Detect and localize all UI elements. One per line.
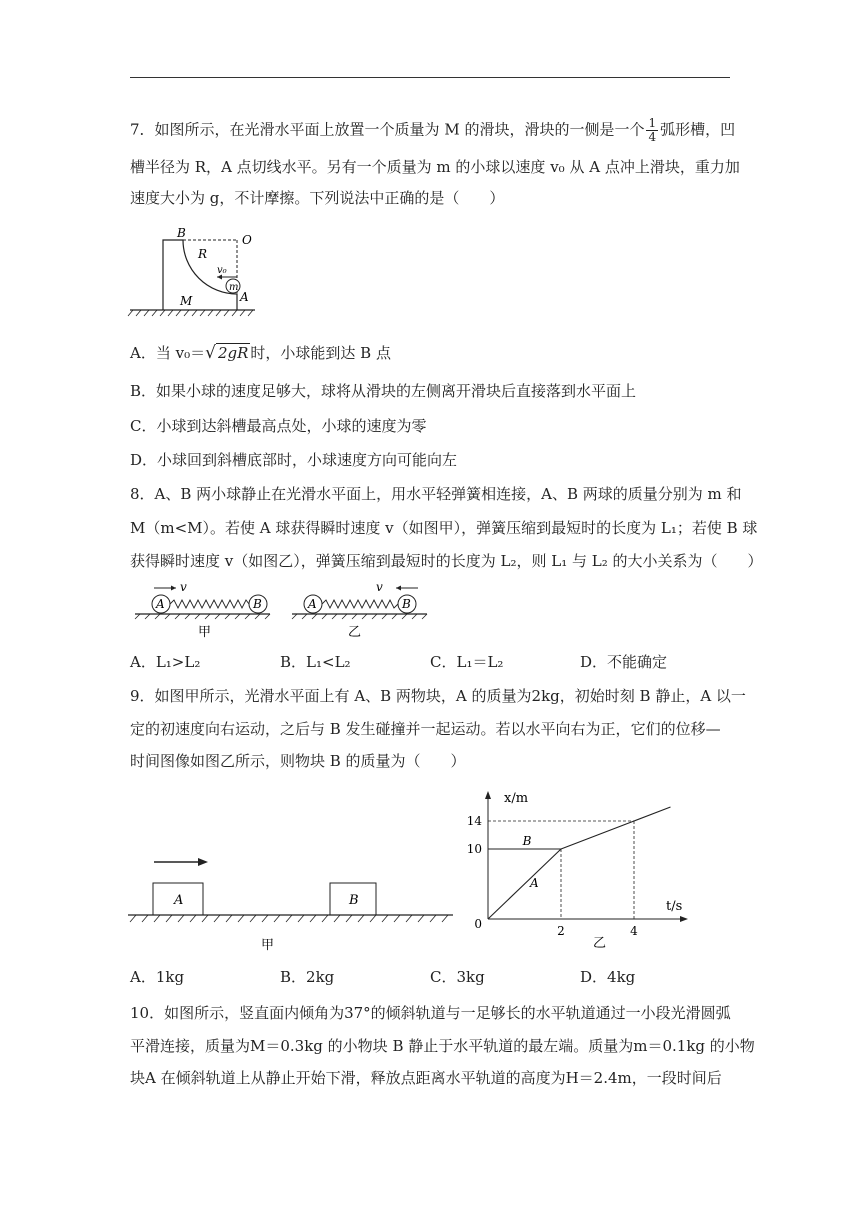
series-a-line [488,849,561,919]
q9-diagram-jia [128,850,458,960]
q7-option-b: B．如果小球的速度足够大，球将从滑块的左侧离开滑块后直接落到水平面上 [130,382,637,400]
chart-caption: 乙 [593,936,607,951]
svg-text:A: A [308,597,317,611]
q9-line-2: 定的初速度向右运动，之后与 B 发生碰撞并一起运动。若以水平向右为正，它们的位移— [130,720,721,738]
q8-option-c: C．L₁＝L₂ [430,653,504,671]
q8-diagram-jia [130,580,280,640]
q10-line-1: 10．如图所示，竖直面内倾角为37°的倾斜轨道与一足够长的水平轨道通过一小段光滑圆弧 [130,1004,731,1022]
svg-text:B: B [253,597,262,611]
q7-line-3: 速度大小为 g，不计摩擦。下列说法中正确的是（ ） [130,189,505,207]
x-axis-label: t/s [666,899,683,914]
origin-label: 0 [474,917,482,931]
svg-text:A: A [156,597,165,611]
x-tick-label-4: 4 [630,924,638,938]
svg-text:m: m [229,282,239,293]
q9-option-a: A．1kg [130,968,185,986]
q10-line-2: 平滑连接，质量为M＝0.3kg 的小物块 B 静止于水平轨道的最左端。质量为m＝0.1kg 的小物 [130,1037,755,1055]
q8-line-2: M（m<M）。若使 A 球获得瞬时速度 v（如图甲），弹簧压缩到最短时的长度为 L₁；若使 B 球 [130,519,758,537]
q9-option-b: B．2kg [280,968,335,986]
svg-text:O: O [242,233,252,247]
q8-option-d: D．不能确定 [580,653,668,671]
q7-diagram [125,225,265,320]
y-axis-label: x/m [504,791,529,806]
svg-text:B: B [177,226,186,240]
q7-option-c: C．小球到达斜槽最高点处，小球的速度为零 [130,417,427,435]
q9-option-c: C．3kg [430,968,485,986]
svg-text:R: R [198,247,208,261]
svg-text:甲: 甲 [198,625,212,640]
svg-text:M: M [180,294,193,308]
q10-line-3: 块A 在倾斜轨道上从静止开始下滑，释放点距离水平轨道的高度为H＝2.4m，一段时间后 [130,1069,722,1087]
header-rule [130,77,730,78]
x-tick-label-2: 2 [557,924,565,938]
q8-diagram-yi [290,580,440,640]
spring [322,600,398,608]
q9-line-3: 时间图像如图乙所示，则物块 B 的质量为（ ） [130,752,466,770]
q7-line-2: 槽半径为 R，A 点切线水平。另有一个质量为 m 的小球以速度 v₀ 从 A 点冲上滑块，重力加 [130,158,740,176]
q7-line-1: 7．如图所示，在光滑水平面上放置一个质量为 M 的滑块，滑块的一侧是一个 $\frac{1}{4}$ 弧形槽，凹 [130,116,736,144]
svg-text:B: B [349,893,359,908]
y-tick-label-10: 10 [466,842,482,856]
sqrt-expression: √ 2gR [205,343,249,363]
svg-text:v: v [180,580,187,594]
q8-option-a: A．L₁>L₂ [130,653,201,671]
spring [170,600,249,608]
q8-line-3: 获得瞬时速度 v（如图乙），弹簧压缩到最短时的长度为 L₂，则 L₁ 与 L₂ 的大小关系为（ ） [130,552,763,570]
q8-line-1: 8．A、B 两小球静止在光滑水平面上，用水平轻弹簧相连接，A、B 两球的质量分别为 m 和 [130,485,742,503]
q7-option-a: A．当 v₀＝√ 2gR 时，小球能到达 B 点 [130,343,391,363]
svg-text:B: B [402,597,411,611]
series-a-label: A [529,875,539,890]
y-tick-label-14: 14 [466,814,482,828]
svg-text:A: A [174,893,184,908]
svg-text:v: v [376,580,383,594]
svg-text:乙: 乙 [348,625,362,640]
series-b-label: B [522,834,532,848]
q9-option-d: D．4kg [580,968,636,986]
svg-text:A: A [240,290,249,304]
series-combined-line [561,807,671,849]
q8-option-b: B．L₁<L₂ [280,653,351,671]
q9-line-1: 9．如图甲所示，光滑水平面上有 A、B 两物块，A 的质量为2kg，初始时刻 B 静止，A 以一 [130,687,746,705]
quarter-fraction: $\frac{1}{4}$ [648,116,657,144]
svg-text:v₀: v₀ [217,265,227,276]
q9-xt-chart [460,785,700,960]
q7-option-d: D．小球回到斜槽底部时，小球速度方向可能向左 [130,451,458,469]
svg-text:甲: 甲 [261,938,275,953]
